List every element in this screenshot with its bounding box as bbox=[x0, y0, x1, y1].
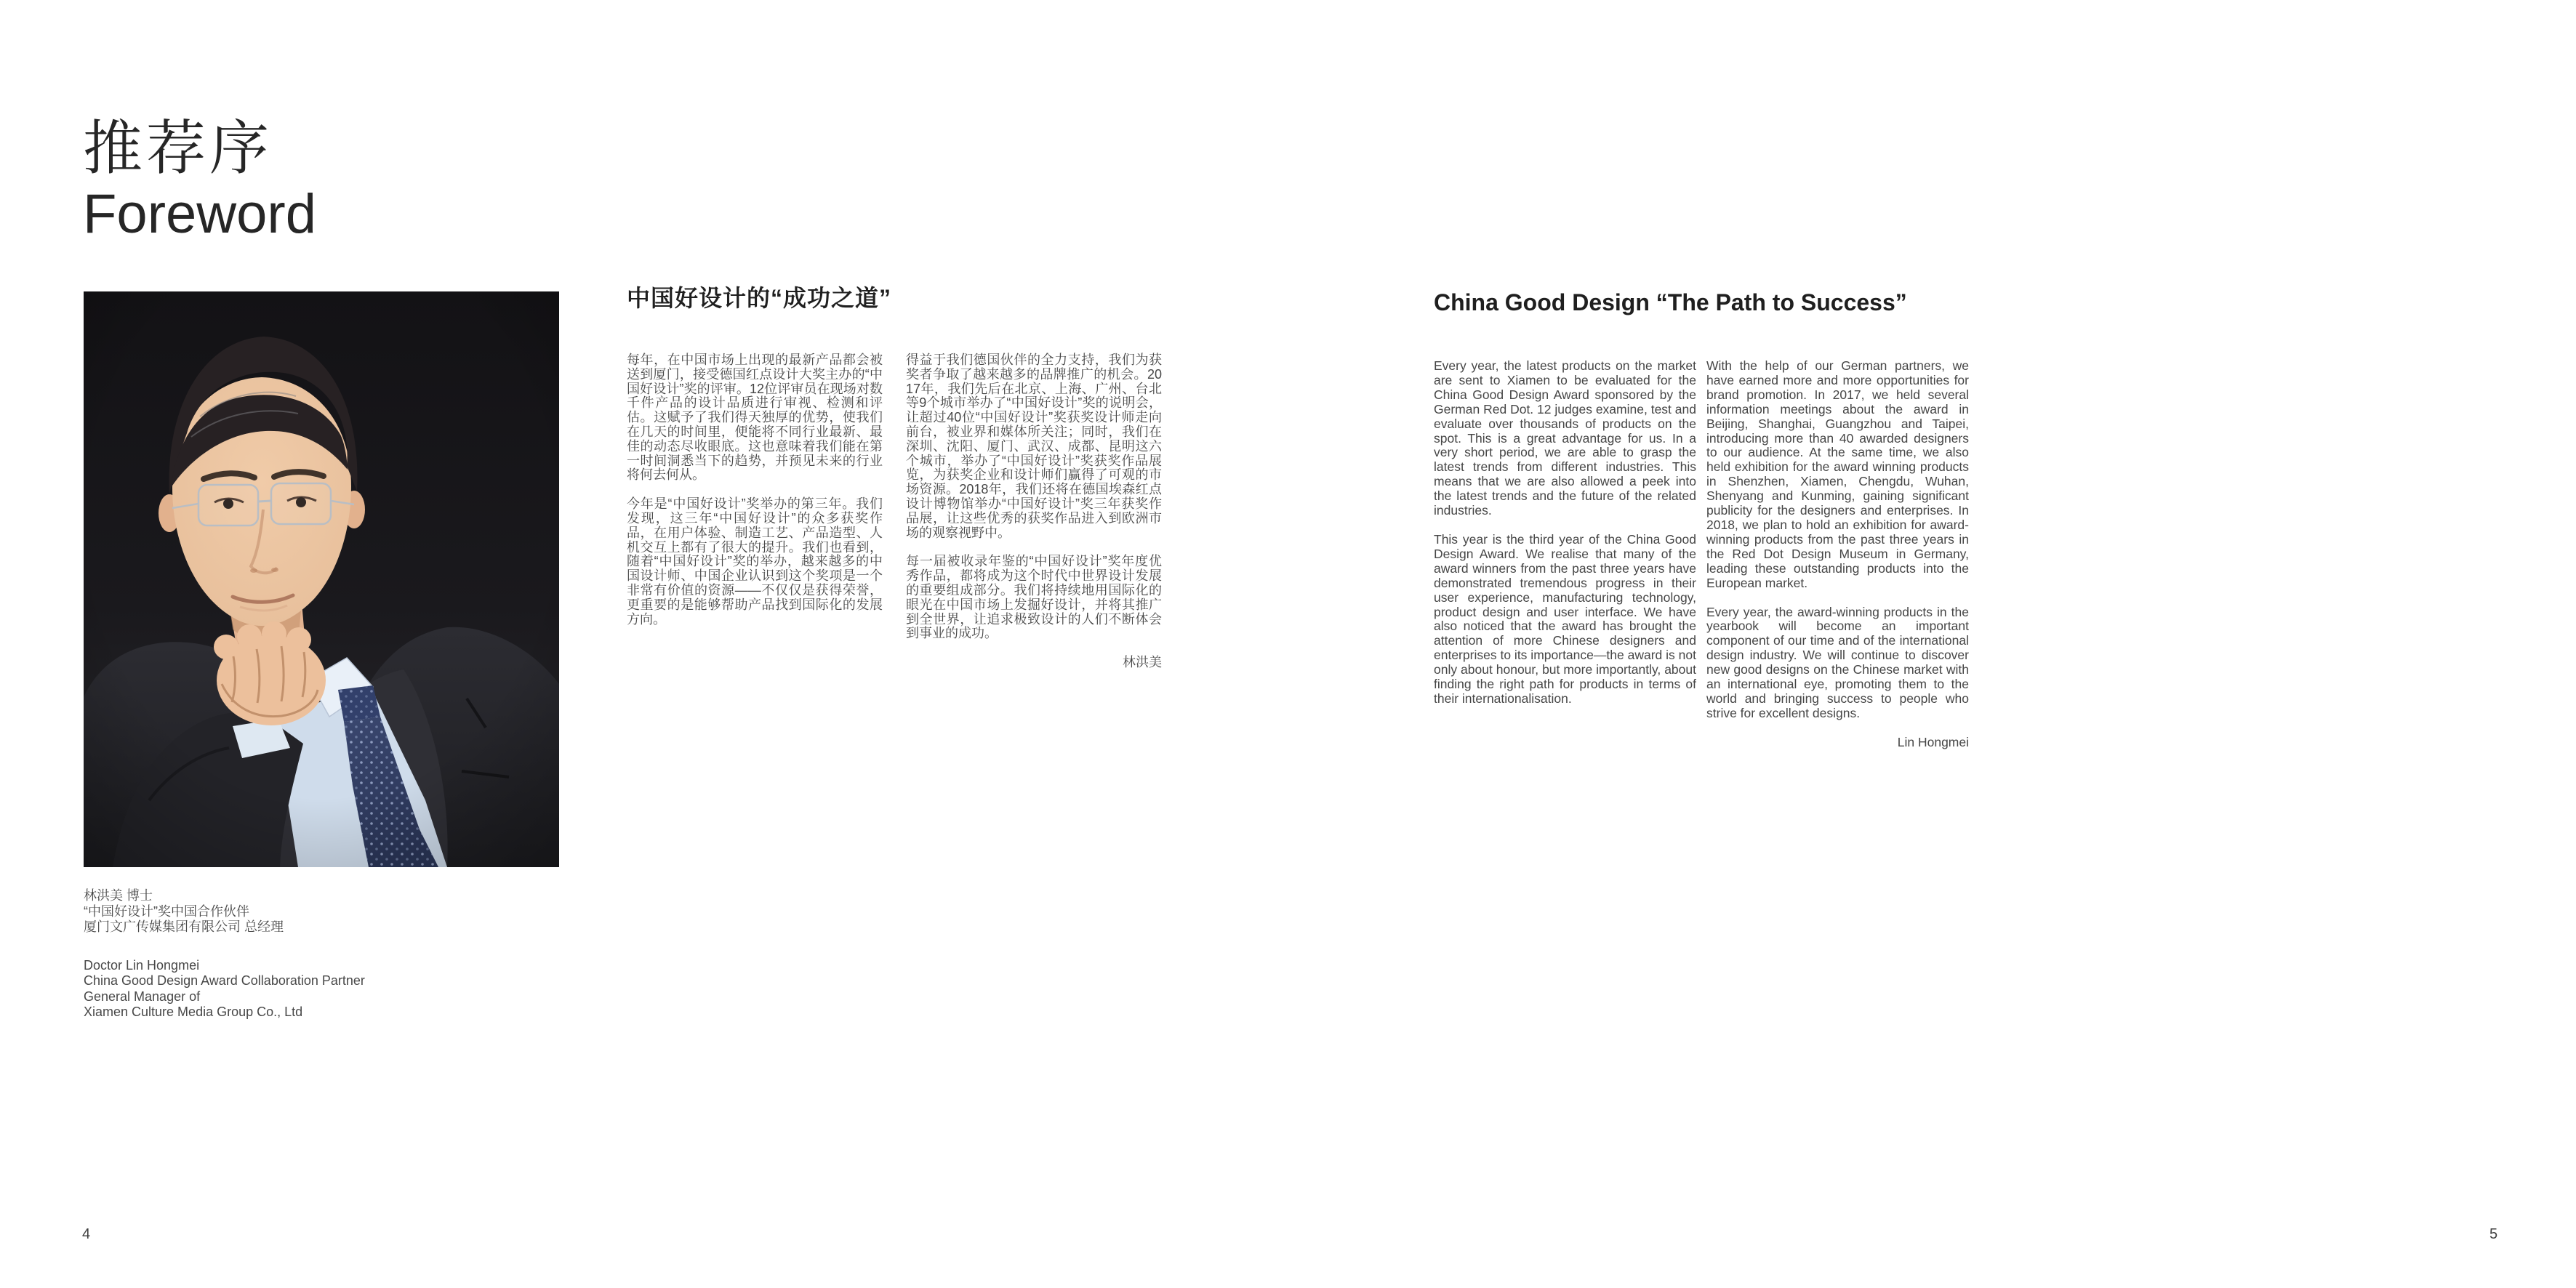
english-foreword-section bbox=[1434, 288, 1969, 765]
portrait-illustration bbox=[84, 291, 559, 867]
portrait-caption-en bbox=[84, 958, 365, 1021]
english-headline: China Good Design “The Path to Success” bbox=[1434, 289, 1907, 315]
caption-line: 林洪美 博士 bbox=[84, 888, 153, 903]
english-column-1 bbox=[1434, 359, 1696, 765]
paragraph: 每年，在中国市场上出现的最新产品都会被送到厦门，接受德国红点设计大奖主办的“中国好设计”奖的评审。12位评审员在现场对数千件产品的设计品质进行审视、检测和评估。这赋予了我们得天独厚的优势，使我们在几天的时间里，便能将不同行业最新、最佳的动态尽收眼底。这也意味着我们能在第一时间洞悉当下的趋势，并预见未来的行业将何去何从。 bbox=[627, 353, 883, 483]
page-number-left: 4 bbox=[82, 1226, 91, 1242]
caption-line: General Manager of bbox=[84, 989, 201, 1004]
chinese-foreword-section bbox=[627, 283, 1162, 685]
caption-line: “中国好设计”奖中国合作伙伴 bbox=[84, 903, 249, 919]
paragraph: 得益于我们德国伙伴的全力支持，我们为获奖者争取了越来越多的品牌推广的机会。2017年，我们先后在北京、上海、广州、台北等9个城市举办了“中国好设计”奖的说明会，让超过40位“中国好设计”奖获奖设计师走向前台，被业界和媒体所关注；同时，我们在深圳、沈阳、厦门、武汉、成都、昆明这六个城市，举办了“中国好设计”奖获奖作品展览，为获奖企业和设计师们赢得了可观的市场资源。2018年，我们还将在德国埃森红点设计博物馆举办“中国好设计”奖三年获奖作品展，让这些优秀的获奖作品进入到欧洲市场的观察视野中。 bbox=[906, 353, 1162, 540]
english-column-2 bbox=[1706, 359, 1969, 765]
paragraph: 每一届被收录年鉴的“中国好设计”奖年度优秀作品，都将成为这个时代中世界设计发展的重要组成部分。我们将持续地用国际化的眼光在中国市场上发掘好设计，并将其推广到全世界，让追求极致设计的人们不断体会到事业的成功。 bbox=[906, 554, 1162, 641]
chinese-columns bbox=[627, 353, 1162, 685]
caption-line: Doctor Lin Hongmei bbox=[84, 957, 200, 973]
paragraph: This year is the third year of the China Good Design Award. We realise that many of the award winners from the past three years have demonstrated tremendous progress in their user experience, manufacturing technology, product design and user interface. We have also noticed that the award has brought the attention of more Chinese designers and enterprises to its importance—the award is not only about honour, but more importantly, about finding the right path for products in terms of their internationalisation. bbox=[1434, 531, 1696, 706]
photo-vignette bbox=[84, 291, 559, 867]
foreword-title-zh: 推荐序 bbox=[83, 116, 273, 182]
portrait-photo bbox=[84, 291, 559, 867]
caption-line: 厦门文广传媒集团有限公司 总经理 bbox=[84, 919, 284, 934]
paragraph: Every year, the award-winning products in the yearbook will become an important component of our time and of the international design industry. We will continue to discover new good designs on the Chinese market with an international eye, promoting them to the world and bringing success to people who strive for excellent designs. bbox=[1706, 604, 1969, 720]
chinese-headline: 中国好设计的“成功之道” bbox=[627, 285, 892, 311]
chinese-column-1 bbox=[627, 353, 883, 685]
portrait-caption bbox=[84, 888, 365, 1021]
english-columns bbox=[1434, 359, 1969, 765]
paragraph: 今年是“中国好设计”奖举办的第三年。我们发现，这三年“中国好设计”的众多获奖作品，在用户体验、制造工艺、产品造型、人机交互上都有了很大的提升。我们也看到，随着“中国好设计”奖的举办，越来越多的中国设计师、中国企业认识到这个奖项是一个非常有价值的资源——不仅仅是获得荣誉，更重要的是能够帮助产品找到国际化的发展方向。 bbox=[627, 496, 883, 627]
caption-line: China Good Design Award Collaboration Partner bbox=[84, 973, 365, 988]
paragraph: With the help of our German partners, we have earned more and more opportunities for brand promotion. In 2017, we held several information meetings about the award in Beijing, Shanghai, Guangzhou and Taipei, introducing more than 40 awarded designers to our audience. At the same time, we also held exhibition for the award winning products in Shenzhen, Xiamen, Chengdu, Wuhan, Shenyang and Kunming, gaining significant publicity for the designers and enterprises. In 2018, we plan to hold an exhibition for award-winning products from the past three years in the Red Dot Design Museum in Germany, leading these outstanding products into the European market. bbox=[1706, 358, 1969, 590]
caption-line: Xiamen Culture Media Group Co., Ltd bbox=[84, 1005, 303, 1019]
foreword-title bbox=[83, 115, 316, 246]
page-number-right: 5 bbox=[2489, 1226, 2498, 1242]
foreword-title-en: Foreword bbox=[83, 183, 316, 245]
signature-zh: 林洪美 bbox=[1123, 655, 1162, 670]
paragraph: Every year, the latest products on the market are sent to Xiamen to be evaluated for the China Good Design Award sponsored by the German Red Dot. 12 judges examine, test and evaluate over thousands of products on the spot. This is a great advantage for us. In a very short period, we are able to grasp the latest trends from different industries. This means that we are also allowed a peek into the latest trends and the future of the related industries. bbox=[1434, 358, 1696, 518]
chinese-column-2 bbox=[906, 353, 1162, 685]
signature-en: Lin Hongmei bbox=[1897, 734, 1969, 749]
portrait-caption-zh bbox=[84, 888, 365, 935]
